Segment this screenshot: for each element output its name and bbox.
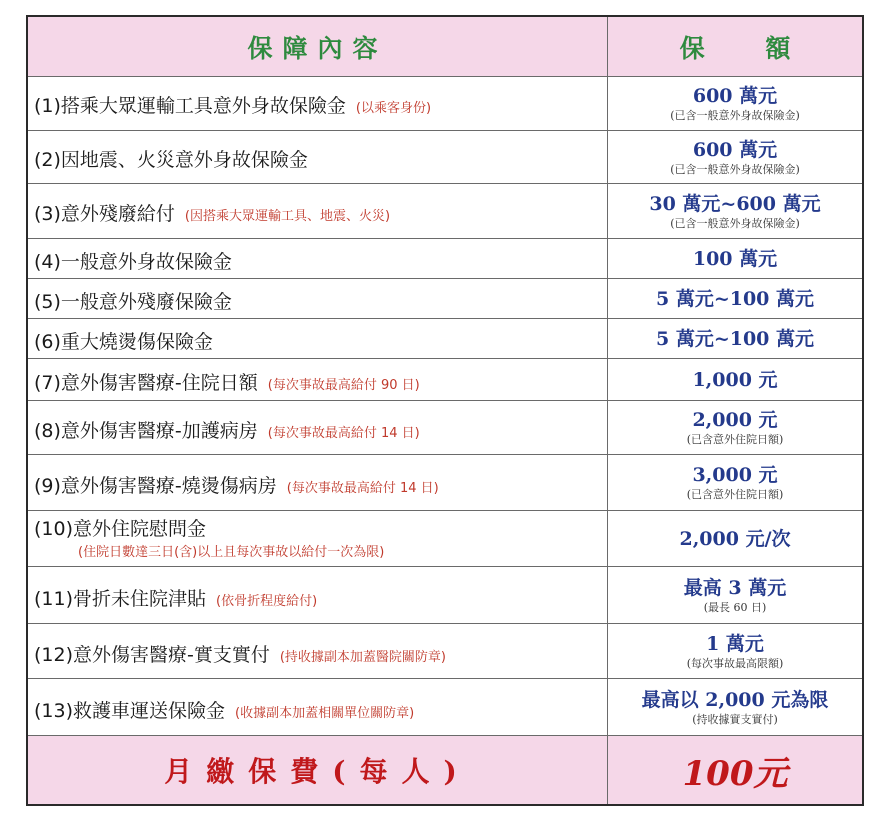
header-coverage-content: 保障內容: [247, 33, 388, 63]
amount-value: 600 萬元: [692, 138, 778, 161]
amount-note: (已含一般意外身故保險金): [670, 162, 800, 176]
table-row: [28, 278, 862, 318]
header-coverage-amount: 保 額: [679, 33, 817, 63]
item-name: (8)意外傷害醫療-加護病房: [34, 420, 258, 442]
item-name: (11)骨折未住院津貼: [34, 588, 207, 610]
item-note: (因搭乘大眾運輸工具、地震、火災): [184, 209, 391, 224]
amount-note: (持收據實支實付): [692, 712, 778, 726]
table-row: [28, 400, 862, 454]
item-note: (住院日數達三日(含)以上且每次事故以給付一次為限): [78, 545, 385, 560]
item-note: (每次事故最高給付 14 日): [286, 481, 439, 496]
table-row: [28, 76, 862, 130]
amount-value: 最高 3 萬元: [683, 576, 787, 599]
amount-note: (已含意外住院日額): [686, 488, 784, 501]
table-row: [28, 566, 862, 623]
item-name: (4)一般意外身故保險金: [34, 251, 232, 273]
amount-note: (已含意外住院日額): [686, 433, 784, 446]
table-row: [28, 130, 862, 183]
item-name: (12)意外傷害醫療-實支實付: [34, 644, 270, 666]
amount-value: 2,000 元/次: [679, 527, 791, 550]
amount-value: 5 萬元~100 萬元: [655, 327, 815, 350]
item-name: (6)重大燒燙傷保險金: [34, 331, 213, 353]
item-note: (收據副本加蓋相關單位關防章): [235, 706, 415, 721]
item-name: (10)意外住院慰問金: [34, 518, 207, 540]
item-note: (每次事故最高給付 90 日): [267, 378, 420, 393]
amount-value: 1 萬元: [706, 632, 764, 655]
table-row: [28, 454, 862, 510]
amount-value: 3,000 元: [692, 464, 778, 486]
insurance-benefit-table: [26, 15, 864, 806]
amount-value: 1,000 元: [692, 368, 778, 391]
amount-value: 2,000 元: [692, 409, 778, 431]
table-row: [28, 318, 862, 358]
amount-value: 最高以 2,000 元為限: [641, 688, 829, 711]
amount-value: 600 萬元: [692, 85, 778, 107]
amount-value: 5 萬元~100 萬元: [655, 287, 815, 310]
table-row: [28, 623, 862, 678]
table-row: [28, 510, 862, 566]
premium-label: 月繳保費(每人): [164, 755, 471, 788]
item-name: (2)因地震、火災意外身故保險金: [34, 149, 308, 171]
amount-value: 30 萬元~600 萬元: [649, 192, 821, 215]
amount-value: 100 萬元: [692, 247, 778, 270]
table-row: [28, 678, 862, 735]
amount-note: (已含一般意外身故保險金): [670, 216, 800, 230]
item-name: (1)搭乘大眾運輸工具意外身故保險金: [34, 95, 346, 117]
item-name: (13)救護車運送保險金: [34, 700, 226, 722]
item-name: (7)意外傷害醫療-住院日額: [34, 372, 258, 394]
item-name: (5)一般意外殘廢保險金: [34, 291, 232, 313]
item-name: (9)意外傷害醫療-燒燙傷病房: [34, 475, 277, 497]
item-note: (以乘客身份): [355, 101, 432, 116]
amount-note: (最長 60 日): [703, 600, 767, 614]
table-row: [28, 358, 862, 400]
item-note: (每次事故最高給付 14 日): [267, 426, 420, 441]
amount-note: (已含一般意外身故保險金): [670, 109, 800, 122]
item-note: (依骨折程度給付): [216, 594, 318, 609]
item-name: (3)意外殘廢給付: [34, 203, 175, 225]
table-header-row: [28, 17, 862, 76]
item-note: (持收據副本加蓋醫院關防章): [279, 650, 447, 665]
table-row: [28, 238, 862, 278]
premium-amount: 100元: [682, 753, 788, 794]
table-row: [28, 183, 862, 238]
amount-note: (每次事故最高限額): [686, 656, 784, 670]
premium-row: [28, 735, 862, 804]
